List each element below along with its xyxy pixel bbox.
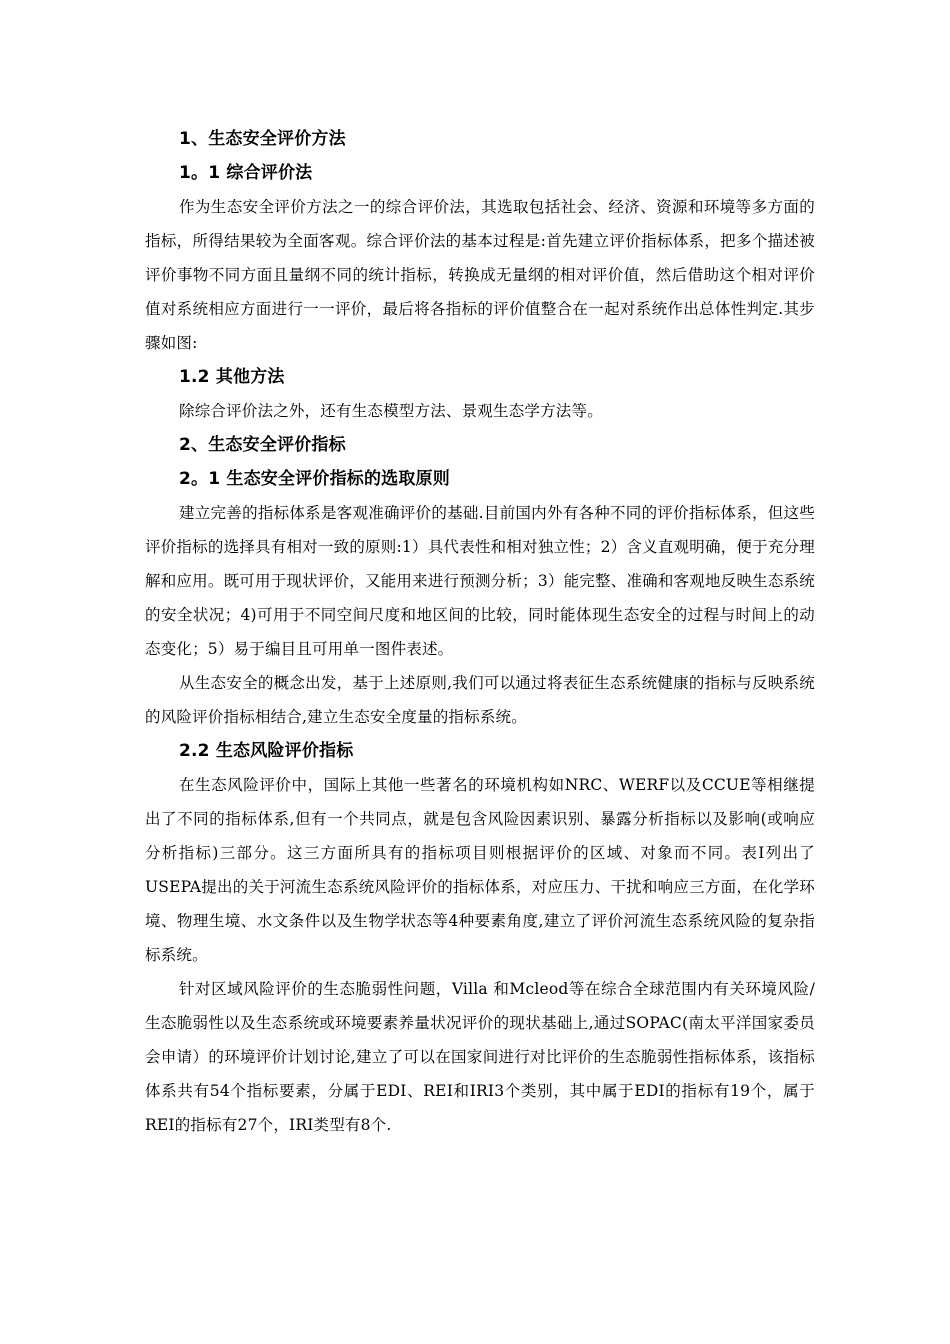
subsection-heading-1-1: 1。1 综合评价法 xyxy=(179,163,313,183)
section-heading-1: 1、生态安全评价方法 xyxy=(179,129,346,149)
paragraph-other-methods: 除综合评价法之外，还有生态模型方法、景观生态学方法等。 xyxy=(179,402,603,420)
paragraph-comprehensive-method: 作为生态安全评价方法之一的综合评价法，其选取包括社会、经济、资源和环境等多方面的指标，所得结果较为全面客观。综合评价法的基本过程是:首先建立评价指标体系，把多个描述被评价事物不同方面且量纲不同的统计指标，转换成无量纲的相对评价值，然后借助这个相对评价值对系统相应方面进行一一评价，最后将各指标的评价值整合在一起对系统作出总体性判定.其步骤如图: xyxy=(145,198,815,352)
subsection-heading-1-2: 1.2 其他方法 xyxy=(179,367,285,387)
subsection-heading-2-1: 2。1 生态安全评价指标的选取原则 xyxy=(179,469,450,489)
section-heading-2: 2、生态安全评价指标 xyxy=(179,435,346,455)
paragraph-indicator-system: 从生态安全的概念出发，基于上述原则,我们可以通过将表征生态系统健康的指标与反映系统的风险评价指标相结合,建立生态安全度量的指标系统。 xyxy=(145,674,815,726)
document-body xyxy=(145,122,815,1142)
subsection-heading-2-2: 2.2 生态风险评价指标 xyxy=(179,741,354,761)
paragraph-selection-principles: 建立完善的指标体系是客观准确评价的基础.目前国内外有各种不同的评价指标体系，但这些评价指标的选择具有相对一致的原则:1）具代表性和相对独立性；2）含义直观明确，便于充分理解和应用。既可用于现状评价，又能用来进行预测分析；3）能完整、准确和客观地反映生态系统的安全状况；4)可用于不同空间尺度和地区间的比较，同时能体现生态安全的过程与时间上的动态变化；5）易于编目且可用单一图件表述。 xyxy=(145,504,815,658)
paragraph-risk-assessment: 在生态风险评价中，国际上其他一些著名的环境机构如NRC、WERF以及CCUE等相继提出了不同的指标体系,但有一个共同点，就是包含风险因素识别、暴露分析指标以及影响(或响应分析指标)三部分。这三方面所具有的指标项目则根据评价的区域、对象而不同。表I列出了USEPA提出的关于河流生态系统风险评价的指标体系，对应压力、干扰和响应三方面，在化学环境、物理生境、水文条件以及生物学状态等4种要素角度,建立了评价河流生态系统风险的复杂指标系统。 xyxy=(145,776,815,964)
paragraph-vulnerability: 针对区域风险评价的生态脆弱性问题，Villa 和Mcleod等在综合全球范围内有关环境风险/生态脆弱性以及生态系统或环境要素养量状况评价的现状基础上,通过SOPAC(南太平洋国家委员会申请）的环境评价计划讨论,建立了可以在国家间进行对比评价的生态脆弱性指标体系，该指标体系共有54个指标要素，分属于EDI、REI和IRI3个类别，其中属于EDI的指标有19个，属于REI的指标有27个，IRI类型有8个. xyxy=(145,980,815,1134)
